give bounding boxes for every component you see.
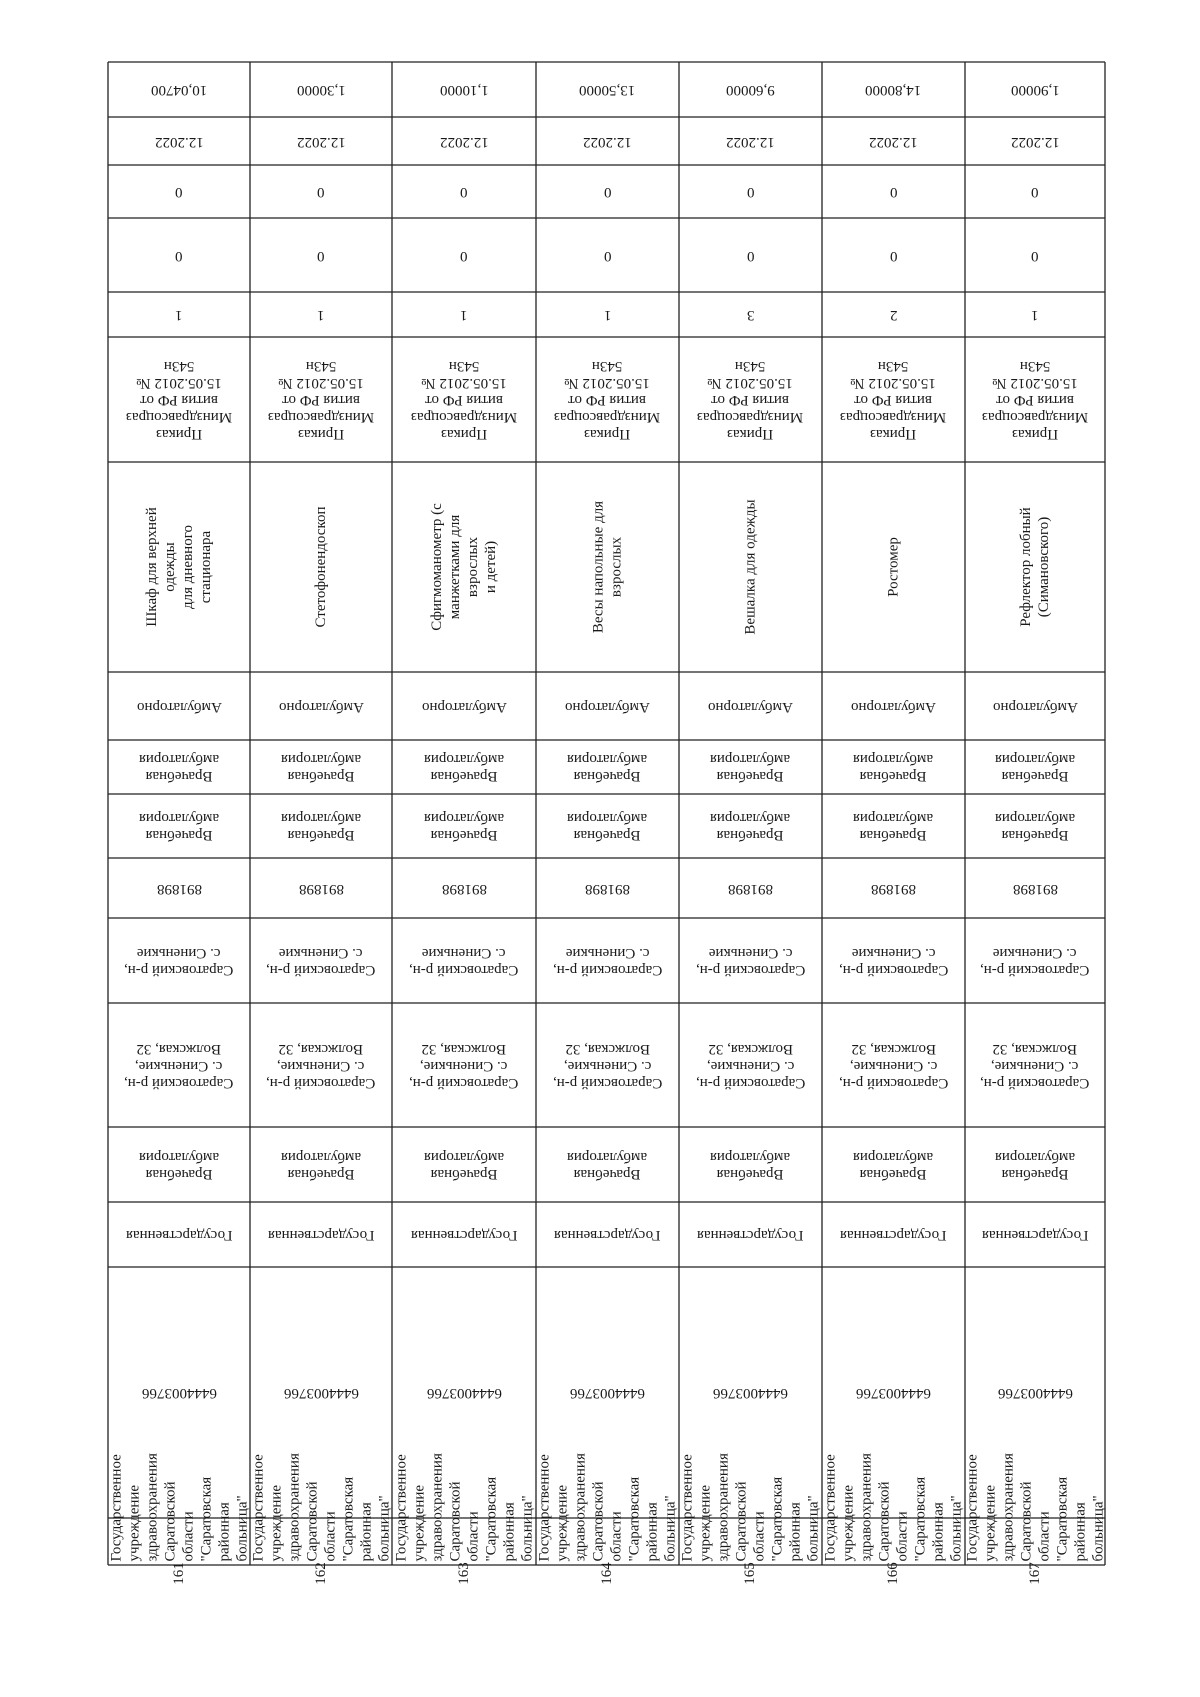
- cell-text-amount: 1,10000: [439, 82, 489, 98]
- cell-text-subdiv1: Врачебная амбулатория: [423, 810, 505, 843]
- cell-text-have2: 0: [1031, 184, 1039, 200]
- table-cell-address: [250, 1003, 392, 1127]
- table-cell-have2: [536, 165, 679, 218]
- table-cell-req: [536, 292, 679, 337]
- cell-text-subdiv2: Врачебная амбулатория: [138, 751, 220, 784]
- table-cell-subdiv1: [822, 794, 965, 858]
- table-cell-subdiv1: [250, 794, 392, 858]
- table-cell-form: [392, 1202, 536, 1267]
- table-cell-org: [536, 1452, 679, 1565]
- table-cell-order: [250, 337, 392, 462]
- cell-text-code: 891898: [441, 880, 487, 897]
- cell-text-subdiv1: Врачебная амбулатория: [710, 810, 791, 843]
- cell-text-num: 163: [455, 1562, 472, 1585]
- table-cell-have1: [679, 218, 822, 292]
- cell-text-type: Врачебная амбулатория: [280, 1148, 362, 1182]
- cell-text-subdiv1: Врачебная амбулатория: [994, 810, 1076, 843]
- cell-text-type: Врачебная амбулатория: [423, 1148, 505, 1182]
- cell-text-inn: 6444003766: [570, 1385, 645, 1401]
- table-cell-date: [250, 117, 392, 165]
- table-cell-locality: [392, 918, 536, 1003]
- table-cell-num: [965, 1562, 1105, 1585]
- table-cell-locality: [108, 918, 250, 1003]
- table-cell-have1: [108, 218, 250, 292]
- cell-text-equipment: Сфигмоманометр (с манжетками для взрослых и детей): [429, 503, 499, 631]
- cell-text-code: 891898: [298, 880, 344, 897]
- table-cell-date: [392, 117, 536, 165]
- cell-text-care: Амбулаторно: [708, 698, 793, 715]
- table-cell-org: [822, 1452, 965, 1565]
- cell-text-inn: 6444003766: [283, 1385, 359, 1401]
- table-cell-type: [250, 1127, 392, 1202]
- table-cell-date: [822, 117, 965, 165]
- cell-text-locality: Саратовский р-н, с. Синенькие: [124, 944, 234, 978]
- table-cell-order: [108, 337, 250, 462]
- cell-text-form: Государственная: [981, 1227, 1089, 1243]
- cell-text-order: Приказ Минздравсоцраз вития РФ от 15.05.2012 № 543н: [125, 358, 233, 442]
- cell-text-order: Приказ Минздравсоцраз вития РФ от 15.05.2012 № 543н: [554, 358, 661, 442]
- cell-text-org: Государственное учреждение здравоохранения Саратовской области "Саратовская районная больница": [822, 1452, 965, 1561]
- table-cell-subdiv2: [108, 740, 250, 794]
- table-cell-have2: [250, 165, 392, 218]
- cell-text-inn: 6444003766: [141, 1385, 217, 1401]
- table-cell-inn: [822, 1267, 965, 1518]
- cell-text-form: Государственная: [697, 1227, 804, 1243]
- cell-text-subdiv1: Врачебная амбулатория: [138, 810, 220, 843]
- table-cell-subdiv2: [392, 740, 536, 794]
- cell-text-have1: 0: [746, 247, 755, 264]
- table-cell-num: [392, 1562, 536, 1585]
- table-cell-locality: [822, 918, 965, 1003]
- table-cell-subdiv1: [536, 794, 679, 858]
- table-cell-locality: [679, 918, 822, 1003]
- table-cell-num: [822, 1562, 965, 1585]
- table-cell-subdiv2: [965, 740, 1105, 794]
- table-cell-locality: [250, 918, 392, 1003]
- cell-text-date: 12.2022: [439, 133, 489, 150]
- table-cell-req: [822, 292, 965, 337]
- cell-text-form: Государственная: [267, 1227, 375, 1243]
- table-cell-have2: [679, 165, 822, 218]
- table-cell-amount: [108, 62, 250, 117]
- table-cell-have2: [108, 165, 250, 218]
- table-cell-equipment: [679, 462, 822, 672]
- table-cell-req: [965, 292, 1105, 337]
- cell-text-inn: 6444003766: [997, 1385, 1073, 1401]
- table-cell-address: [536, 1003, 679, 1127]
- cell-text-address: Саратовский р-н, с. Синенькие, Волжская, 32: [266, 1040, 376, 1091]
- cell-text-locality: Саратовский р-н, с. Синенькие: [266, 944, 376, 978]
- cell-text-form: Государственная: [840, 1227, 947, 1243]
- cell-text-form: Государственная: [125, 1227, 233, 1243]
- table-cell-amount: [822, 62, 965, 117]
- cell-text-address: Саратовский р-н, с. Синенькие, Волжская, 32: [838, 1040, 949, 1091]
- cell-text-amount: 1,30000: [296, 82, 346, 98]
- table-cell-code: [679, 858, 822, 918]
- cell-text-amount: 13,50000: [579, 82, 636, 98]
- cell-text-date: 12.2022: [154, 133, 204, 150]
- cell-text-order: Приказ Минздравсоцраз вития РФ от 15.05.2012 № 543н: [410, 358, 518, 442]
- table-cell-locality: [965, 918, 1105, 1003]
- table-cell-form: [822, 1202, 965, 1267]
- table-cell-order: [679, 337, 822, 462]
- table-cell-have1: [965, 218, 1105, 292]
- cell-text-inn: 6444003766: [856, 1385, 931, 1401]
- cell-text-order: Приказ Минздравсоцраз вития РФ от 15.05.2012 № 543н: [697, 358, 804, 442]
- cell-text-care: Амбулаторно: [565, 698, 650, 715]
- table-cell-inn: [392, 1267, 536, 1518]
- cell-text-num: 167: [1026, 1562, 1043, 1585]
- cell-text-num: 164: [599, 1562, 615, 1585]
- table-cell-type: [822, 1127, 965, 1202]
- cell-text-type: Врачебная амбулатория: [710, 1148, 791, 1182]
- table-cell-inn: [108, 1267, 250, 1518]
- cell-text-care: Амбулаторно: [992, 698, 1078, 715]
- cell-text-subdiv2: Врачебная амбулатория: [994, 751, 1076, 784]
- table-cell-amount: [250, 62, 392, 117]
- cell-text-org: Государственное учреждение здравоохранения Саратовской области "Саратовская районная больница": [250, 1452, 392, 1561]
- cell-text-subdiv1: Врачебная амбулатория: [853, 810, 934, 843]
- cell-text-type: Врачебная амбулатория: [994, 1148, 1076, 1182]
- cell-text-address: Саратовский р-н, с. Синенькие, Волжская, 32: [409, 1040, 519, 1091]
- cell-text-have1: 0: [175, 247, 183, 264]
- cell-text-equipment: Ростомер: [885, 537, 902, 597]
- table-cell-type: [679, 1127, 822, 1202]
- cell-text-order: Приказ Минздравсоцраз вития РФ от 15.05.2012 № 543н: [840, 358, 947, 442]
- table-cell-form: [108, 1202, 250, 1267]
- table-cell-address: [965, 1003, 1105, 1127]
- table-cell-form: [536, 1202, 679, 1267]
- table-cell-care: [536, 672, 679, 740]
- cell-text-date: 12.2022: [869, 133, 918, 150]
- table-cell-amount: [536, 62, 679, 117]
- table-cell-req: [250, 292, 392, 337]
- table-cell-req: [108, 292, 250, 337]
- cell-text-date: 12.2022: [583, 133, 632, 150]
- cell-text-subdiv2: Врачебная амбулатория: [710, 751, 791, 784]
- cell-text-org: Государственное учреждение здравоохранения Саратовской области "Саратовская районная больница": [393, 1452, 535, 1561]
- table-cell-subdiv2: [679, 740, 822, 794]
- table-cell-inn: [536, 1267, 679, 1518]
- cell-text-code: 891898: [871, 880, 916, 897]
- cell-text-inn: 6444003766: [713, 1385, 788, 1401]
- cell-text-equipment: Весы напольные для взрослых: [590, 500, 625, 634]
- table-cell-care: [965, 672, 1105, 740]
- cell-text-have1: 0: [1031, 247, 1039, 264]
- table-cell-inn: [965, 1267, 1105, 1518]
- table-cell-date: [679, 117, 822, 165]
- cell-text-care: Амбулаторно: [278, 698, 364, 715]
- table-cell-have2: [822, 165, 965, 218]
- table-cell-subdiv1: [679, 794, 822, 858]
- table-cell-subdiv2: [536, 740, 679, 794]
- table-cell-have1: [536, 218, 679, 292]
- table-cell-order: [392, 337, 536, 462]
- table-cell-type: [392, 1127, 536, 1202]
- table-cell-order: [965, 337, 1105, 462]
- cell-text-have2: 0: [889, 184, 898, 200]
- table-cell-code: [392, 858, 536, 918]
- table-cell-form: [965, 1202, 1105, 1267]
- cell-text-subdiv2: Врачебная амбулатория: [853, 751, 934, 784]
- table-cell-code: [822, 858, 965, 918]
- cell-text-amount: 9,60000: [726, 82, 775, 98]
- table-cell-subdiv1: [965, 794, 1105, 858]
- cell-text-have1: 0: [317, 247, 325, 264]
- cell-text-org: Государственное учреждение здравоохранения Саратовской области "Саратовская районная больница": [108, 1452, 250, 1561]
- cell-text-amount: 14,80000: [865, 82, 922, 98]
- cell-text-type: Врачебная амбулатория: [138, 1148, 220, 1182]
- cell-text-req: 1: [460, 307, 468, 323]
- table-cell-equipment: [392, 462, 536, 672]
- table-cell-code: [965, 858, 1105, 918]
- table-cell-have2: [965, 165, 1105, 218]
- table-cell-subdiv1: [108, 794, 250, 858]
- cell-text-have1: 0: [603, 247, 612, 264]
- cell-text-subdiv1: Врачебная амбулатория: [280, 810, 362, 843]
- table-cell-amount: [392, 62, 536, 117]
- table-cell-req: [679, 292, 822, 337]
- table-cell-date: [965, 117, 1105, 165]
- table-cell-date: [536, 117, 679, 165]
- cell-text-code: 891898: [1012, 880, 1058, 897]
- table-cell-org: [392, 1452, 536, 1565]
- cell-text-address: Саратовский р-н, с. Синенькие, Волжская, 32: [695, 1040, 806, 1091]
- cell-text-subdiv1: Врачебная амбулатория: [567, 810, 648, 843]
- table-cell-code: [250, 858, 392, 918]
- cell-text-locality: Саратовский р-н, с. Синенькие: [409, 944, 519, 978]
- table-cell-form: [679, 1202, 822, 1267]
- table-cell-org: [964, 1452, 1106, 1565]
- cell-text-locality: Саратовский р-н, с. Синенькие: [552, 944, 663, 978]
- table-cell-care: [679, 672, 822, 740]
- cell-text-amount: 10,04700: [150, 82, 208, 98]
- cell-text-org: Государственное учреждение здравоохранения Саратовской области "Саратовская районная больница": [536, 1452, 679, 1561]
- cell-text-req: 3: [746, 307, 755, 323]
- table-cell-inn: [250, 1267, 392, 1518]
- cell-text-inn: 6444003766: [426, 1385, 502, 1401]
- table-cell-address: [822, 1003, 965, 1127]
- cell-text-care: Амбулаторно: [136, 698, 222, 715]
- table-cell-code: [108, 858, 250, 918]
- cell-text-code: 891898: [728, 880, 773, 897]
- table-cell-care: [108, 672, 250, 740]
- cell-text-address: Саратовский р-н, с. Синенькие, Волжская, 32: [124, 1040, 234, 1091]
- table-cell-equipment: [250, 462, 392, 672]
- cell-text-req: 1: [175, 307, 183, 323]
- table-cell-amount: [965, 62, 1105, 117]
- table-cell-have1: [250, 218, 392, 292]
- cell-text-code: 891898: [585, 880, 630, 897]
- cell-text-subdiv2: Врачебная амбулатория: [423, 751, 505, 784]
- cell-text-req: 1: [317, 307, 325, 323]
- table-cell-subdiv1: [392, 794, 536, 858]
- table-cell-num: [679, 1562, 822, 1585]
- cell-text-subdiv2: Врачебная амбулатория: [280, 751, 362, 784]
- cell-text-equipment: Шкаф для верхней одежды для дневного стационара: [144, 507, 214, 627]
- table-cell-have2: [392, 165, 536, 218]
- table-cell-type: [108, 1127, 250, 1202]
- cell-text-date: 12.2022: [726, 133, 775, 150]
- cell-text-date: 12.2022: [296, 133, 346, 150]
- cell-text-have2: 0: [175, 184, 183, 200]
- cell-text-num: 166: [885, 1562, 901, 1585]
- cell-text-org: Государственное учреждение здравоохранения Саратовской области "Саратовская районная больница": [679, 1452, 822, 1561]
- table-cell-num: [108, 1562, 250, 1585]
- cell-text-have1: 0: [460, 247, 468, 264]
- table-cell-equipment: [965, 462, 1105, 672]
- cell-text-equipment: Вешалка для одежды: [742, 499, 759, 635]
- table-cell-num: [536, 1562, 679, 1585]
- cell-text-equipment: Стетофонендоскоп: [313, 506, 329, 628]
- cell-text-have2: 0: [317, 184, 325, 200]
- table-cell-equipment: [536, 462, 679, 672]
- table-cell-amount: [679, 62, 822, 117]
- cell-text-have2: 0: [460, 184, 468, 200]
- cell-text-locality: Саратовский р-н, с. Синенькие: [838, 944, 949, 978]
- table-cell-care: [250, 672, 392, 740]
- cell-text-req: 1: [603, 307, 612, 323]
- table-cell-address: [679, 1003, 822, 1127]
- cell-text-have1: 0: [889, 247, 898, 264]
- table-cell-req: [392, 292, 536, 337]
- cell-text-address: Саратовский р-н, с. Синенькие, Волжская, 32: [980, 1040, 1090, 1091]
- cell-text-have2: 0: [603, 184, 612, 200]
- table-cell-care: [392, 672, 536, 740]
- cell-text-req: 1: [1031, 307, 1039, 323]
- table-cell-org: [108, 1452, 250, 1565]
- cell-text-care: Амбулаторно: [851, 698, 936, 715]
- cell-text-locality: Саратовский р-н, с. Синенькие: [695, 944, 806, 978]
- cell-text-num: 161: [170, 1562, 187, 1585]
- cell-text-num: 162: [312, 1562, 329, 1585]
- cell-text-subdiv2: Врачебная амбулатория: [567, 751, 648, 784]
- table-cell-subdiv2: [822, 740, 965, 794]
- table-cell-type: [536, 1127, 679, 1202]
- cell-text-type: Врачебная амбулатория: [567, 1148, 648, 1182]
- cell-text-type: Врачебная амбулатория: [853, 1148, 934, 1182]
- table-cell-code: [536, 858, 679, 918]
- table-cell-address: [392, 1003, 536, 1127]
- table-cell-have1: [822, 218, 965, 292]
- cell-text-req: 2: [889, 307, 898, 323]
- table-cell-have1: [392, 218, 536, 292]
- table-cell-inn: [679, 1267, 822, 1518]
- cell-text-num: 165: [742, 1562, 758, 1585]
- cell-text-form: Государственная: [554, 1227, 661, 1243]
- cell-text-care: Амбулаторно: [421, 698, 507, 715]
- table-cell-order: [822, 337, 965, 462]
- cell-text-have2: 0: [746, 184, 755, 200]
- table-cell-locality: [536, 918, 679, 1003]
- cell-text-date: 12.2022: [1010, 133, 1060, 150]
- table-cell-form: [250, 1202, 392, 1267]
- table-cell-subdiv2: [250, 740, 392, 794]
- table-cell-equipment: [108, 462, 250, 672]
- cell-text-form: Государственная: [410, 1227, 518, 1243]
- cell-text-locality: Саратовский р-н, с. Синенькие: [980, 944, 1090, 978]
- table-cell-org: [250, 1452, 392, 1565]
- cell-text-address: Саратовский р-н, с. Синенькие, Волжская, 32: [552, 1040, 663, 1091]
- table-cell-type: [965, 1127, 1105, 1202]
- table-cell-equipment: [822, 462, 965, 672]
- table-cell-num: [250, 1562, 392, 1585]
- table-cell-date: [108, 117, 250, 165]
- table-cell-care: [822, 672, 965, 740]
- cell-text-order: Приказ Минздравсоцраз вития РФ от 15.05.2012 № 543н: [267, 358, 375, 442]
- table-cell-address: [108, 1003, 250, 1127]
- cell-text-org: Государственное учреждение здравоохранения Саратовской области "Саратовская районная больница": [964, 1452, 1106, 1561]
- cell-text-equipment: Рефлектор лобный (Симановского): [1018, 507, 1052, 627]
- cell-text-code: 891898: [156, 880, 202, 897]
- cell-text-order: Приказ Минздравсоцраз вития РФ от 15.05.2012 № 543н: [981, 358, 1089, 442]
- table-cell-order: [536, 337, 679, 462]
- table-cell-org: [679, 1452, 822, 1565]
- cell-text-amount: 1,90000: [1010, 82, 1060, 98]
